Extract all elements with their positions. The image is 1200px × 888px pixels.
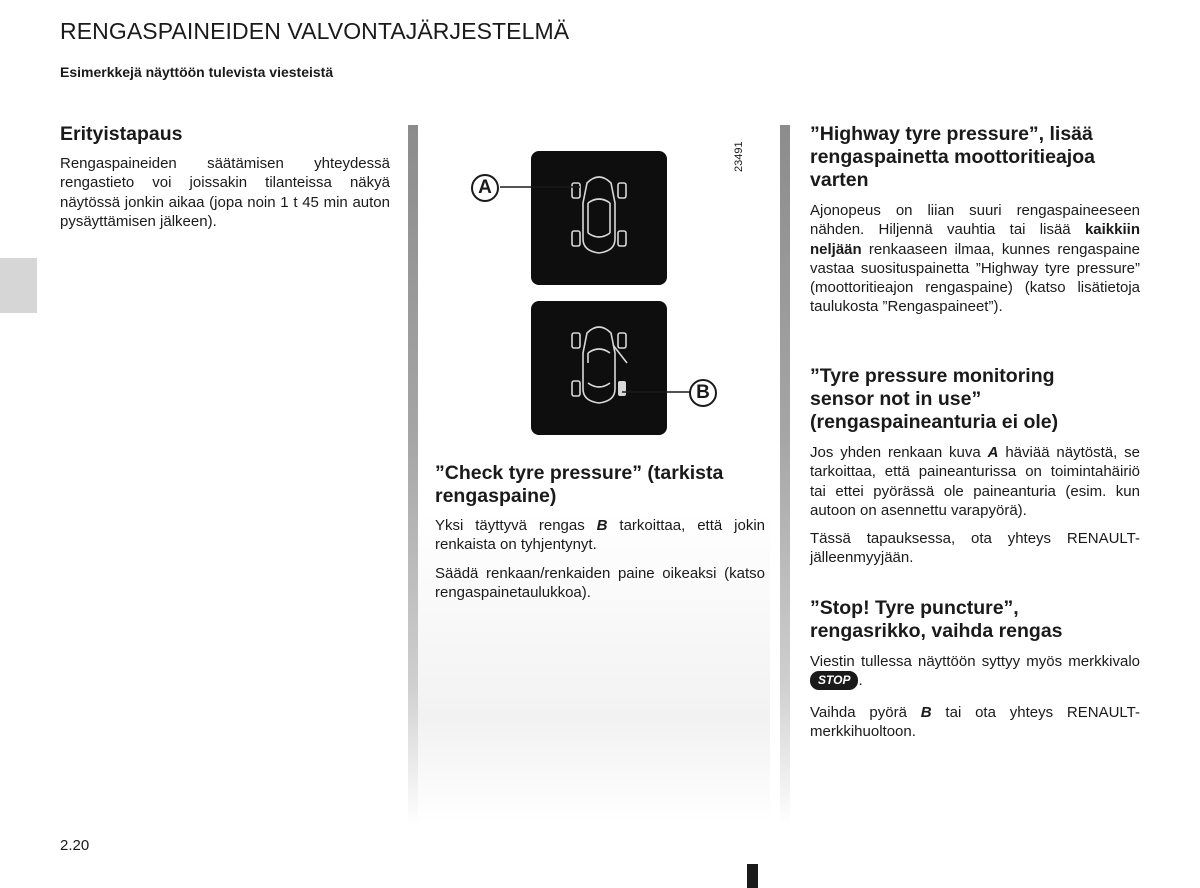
page-subtitle: Esimerkkejä näyttöön tulevista viesteistä [60, 64, 334, 80]
chapter-tab [0, 258, 37, 313]
section-text-sensor-not-in-use: Jos yhden renkaan kuva A häviää näytöstä, se tarkoittaa, että paineanturissa on toimintahäiriö tai ettei pyörässä ole paineanturia (esim. kun autoon on asennettu varapyörä). [810, 444, 1140, 519]
section-text-erityistapaus: Rengaspaineiden säätämisen yhteydessä rengastieto voi joissakin tilanteissa näkyä näytössä jonkin aikaa (jopa noin 1 t 45 min auton pysäyttämisen jälkeen). [60, 155, 390, 230]
column-divider-right [780, 125, 790, 825]
section-heading-stop-tyre-puncture: ”Stop! Tyre puncture”, rengasrikko, vaihda rengas [810, 597, 1063, 642]
section-text-adjust-pressure: Säädä renkaan/renkaiden paine oikeaksi (katso rengaspainetaulukkoa). [435, 565, 765, 602]
section-heading-check-tyre-pressure: ”Check tyre pressure” (tarkista rengaspaine) [435, 462, 724, 507]
section-text-check-tyre-pressure: Yksi täyttyvä rengas B tarkoittaa, että jokin renkaista on tyhjentynyt. [435, 517, 765, 554]
section-heading-highway-tyre-pressure: ”Highway tyre pressure”, lisää rengaspainetta moottoritieajoa varten [810, 123, 1095, 191]
callout-b-leader [600, 380, 700, 400]
section-text-contact-dealer: Tässä tapauksessa, ota yhteys RENAULT-jälleenmyyjään. [810, 530, 1140, 567]
page-edge-marker [747, 864, 758, 888]
car-top-view-flat-tyre-icon [531, 301, 667, 435]
section-text-stop-warning: Viestin tullessa näyttöön syttyy myös merkkivalo STOP . [810, 653, 1140, 690]
section-text-change-wheel: Vaihda pyörä B tai ota yhteys RENAULT-merkkihuoltoon. [810, 704, 1140, 741]
section-heading-sensor-not-in-use: ”Tyre pressure monitoring sensor not in use” (rengaspaineanturia ei ole) [810, 365, 1059, 433]
page-number: 2.20 [60, 837, 90, 854]
stop-warning-icon: STOP [810, 671, 858, 690]
figure-reference-number: 23491 [733, 141, 745, 172]
display-screen-bottom [531, 301, 667, 435]
page-title: RENGASPAINEIDEN VALVONTAJÄRJESTELMÄ [60, 18, 570, 44]
section-heading-erityistapaus: Erityistapaus [60, 123, 183, 145]
callout-a: A [471, 174, 499, 202]
callout-b: B [689, 379, 717, 407]
section-text-highway-tyre-pressure: Ajonopeus on liian suuri rengaspaineeseen nähden. Hiljennä vauhtia tai lisää kaikkiin neljään renkaaseen ilmaa, kunnes rengaspaine vastaa suosituspainetta ”Highway tyre pressure” (moottoritieajon rengaspaine) (katso lisätietoja taulukosta ”Rengaspaineet”). [810, 202, 1140, 316]
column-divider-left [408, 125, 418, 825]
